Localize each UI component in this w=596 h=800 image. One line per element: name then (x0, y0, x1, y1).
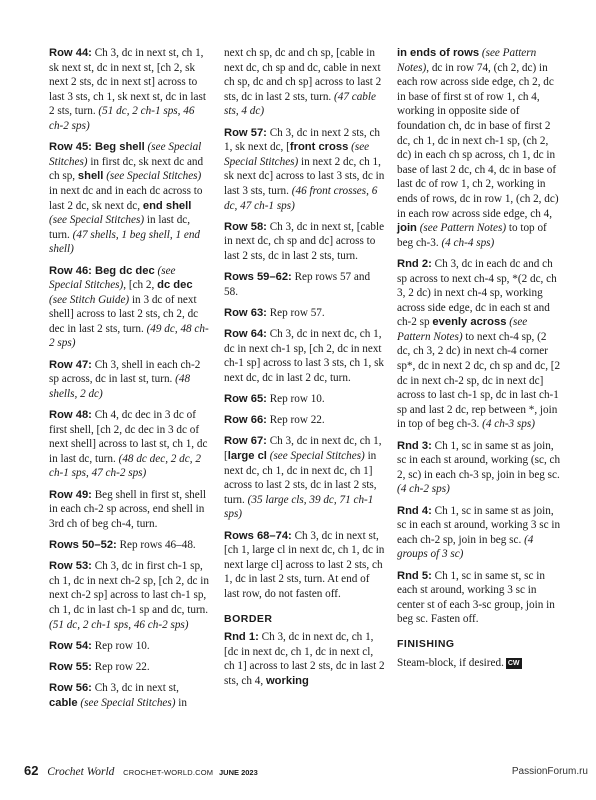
instruction-note: (48 shells, 2 dc) (49, 373, 191, 400)
instruction-label: Row 49: (49, 488, 92, 501)
instruction-note: (48 dc dec, 2 dc, 2 ch-1 sps, 47 ch-2 sps) (49, 452, 201, 480)
instruction-label: Row 54: (49, 639, 92, 652)
instruction-label: Rows 59–62: (224, 271, 292, 284)
pattern-paragraph (49, 264, 209, 352)
instruction-note: (see Special Stitches) (49, 264, 176, 292)
instruction-label: Row 63: (224, 306, 267, 319)
instruction-label: Row 48: (49, 409, 92, 422)
issue-date: JUNE 2023 (219, 768, 258, 777)
instruction-note: (see Pattern Notes) (416, 222, 507, 235)
instruction-text: Ch 4, dc dec in 3 dc of first shell, [ch 2, dc dec in 3 dc of next shell] across to last st, ch 1, dc in last dc, turn. (49, 409, 208, 465)
instruction-label: Row 57: (224, 126, 267, 139)
instruction-text: Ch 3, dc in next dc, ch 1, [ (224, 435, 382, 462)
instruction-label: Row 53: (49, 560, 92, 573)
pattern-paragraph (224, 434, 386, 522)
pattern-paragraph (49, 140, 209, 257)
instruction-note: (4 ch-4 sps) (441, 236, 495, 249)
instruction-note: (see Special Stitches) (77, 696, 176, 709)
instruction-label: Rnd 1: (224, 631, 259, 644)
instruction-text: Ch 3, dc in next st, [ch 1, large cl in next dc, ch 1, dc in next large cl] across to last 2 sts, ch 1, dc in last 2 sts, turn. At end of last row, do not fasten off. (224, 529, 385, 600)
pattern-paragraph (49, 408, 209, 481)
instruction-label: Row 66: (224, 414, 267, 427)
pattern-paragraph (397, 504, 562, 562)
instruction-text: Rep row 22. (266, 414, 325, 427)
pattern-paragraph (49, 538, 209, 553)
pattern-paragraph (224, 630, 386, 688)
pattern-paragraph (397, 569, 562, 627)
column-2 (224, 46, 386, 695)
pattern-paragraph (224, 529, 386, 602)
instruction-note: (4 groups of 3 sc) (397, 533, 534, 561)
pattern-paragraph (224, 126, 386, 214)
instruction-text: Steam-block, if desired. (397, 656, 504, 669)
instruction-label: Row 67: (224, 435, 267, 448)
magazine-title: Crochet World (47, 766, 115, 778)
instruction-text: Ch 3, dc in first ch-1 sp, ch 1, dc in next ch-2 sp, [ch 2, dc in next ch-2 sp] across to last ch-1 sp, ch 1, dc in last ch-1 sp and dc, turn. (49, 560, 210, 616)
instruction-text: Rep row 10. (266, 393, 325, 406)
instruction-text: Ch 3, dc in next st, [cable in next dc, ch sp and dc] across to last 2 sts, dc in last 2 sts, turn. (224, 220, 385, 262)
instruction-label: Row 45: Beg shell (49, 141, 145, 154)
pattern-paragraph (49, 488, 209, 532)
instruction-label: Row 56: (49, 682, 92, 695)
instruction-text: Ch 3, dc in next 2 sts, ch 1, sk next dc, [ (224, 126, 381, 154)
instruction-label: Rnd 5: (397, 569, 432, 582)
page-footer (24, 763, 258, 778)
instruction-label: shell (77, 170, 104, 183)
pattern-paragraph (224, 327, 386, 385)
instruction-text: to next ch-4 sp, (2 dc, ch 3, 2 dc) in next ch-4 corner sp*, dc in next 2 dc, ch sp and dc, [2 dc in next ch-2 sp, dc in next dc] across to last ch-1 sp, dc in last ch-1 sp and last 2 dc, rep between *, join in top of beg ch-3. (397, 330, 561, 431)
instruction-note: (49 dc, 48 ch-2 sps) (49, 322, 209, 350)
instruction-label: Row 64: (224, 328, 267, 341)
pattern-paragraph (49, 559, 209, 632)
instruction-text: Rep row 57. (266, 306, 325, 319)
instruction-text: in (175, 696, 187, 709)
section-heading: BORDER (224, 612, 273, 625)
pattern-paragraph (49, 639, 209, 654)
instruction-text: in next dc, ch 1, dc in next dc, ch 1] across to last 2 sts, dc in last 2 sts, turn. (224, 450, 377, 506)
instruction-text: Ch 3, dc in next dc, ch 1, dc in next ch-1 sp, [ch 2, dc in next ch-1 sp] across to last 3 sts, ch 1, sk next dc, dc in last 2 dc, turn. (224, 328, 385, 384)
instruction-label: Row 55: (49, 660, 92, 673)
instruction-note: (47 cable sts, 4 dc) (224, 90, 376, 118)
instruction-text: in next dc and in each dc across to last 2 dc, sk next dc, (49, 184, 203, 212)
instruction-label: front cross (289, 141, 349, 154)
instruction-text: Rep rows 46–48. (116, 538, 196, 551)
end-mark-icon: CW (507, 659, 520, 667)
instruction-note: (4 ch-2 sps) (397, 483, 450, 496)
instruction-note: (35 large cls, 39 dc, 71 ch-1 sps) (224, 493, 374, 521)
instruction-label: cable (49, 696, 78, 709)
instruction-label: Rows 50–52: (49, 538, 117, 551)
instruction-label: Rnd 3: (397, 439, 432, 452)
pattern-paragraph (224, 392, 386, 407)
pattern-paragraph (224, 270, 386, 299)
instruction-text: Ch 3, shell in each ch-2 sp across, dc in last st, turn. (49, 358, 201, 386)
instruction-label: evenly across (432, 316, 507, 329)
column-1 (49, 46, 209, 717)
instruction-label: Row 58: (224, 220, 267, 233)
section-heading: FINISHING (397, 637, 455, 650)
instruction-text: in last dc, turn. (49, 214, 191, 241)
instruction-text: Ch 3, dc in each dc and ch sp across to next ch-4 sp, *(2 dc, ch 3, 2 dc) in next ch-4 sp, working across side edge, dc in each st and ch-2 sp (397, 257, 557, 329)
instruction-note: (51 dc, 2 ch-1 sps, 46 ch-2 sps) (49, 105, 195, 132)
instruction-note: (47 shells, 1 beg shell, 1 end shell) (49, 228, 201, 256)
instruction-note: (see Special Stitches) (224, 141, 370, 168)
instruction-label: Row 47: (49, 358, 92, 371)
instruction-text: to top of beg ch-3. (397, 222, 547, 249)
instruction-label: Row 65: (224, 393, 267, 406)
instruction-note: (see Special Stitches) (49, 214, 145, 227)
instruction-note: (see Special Stitches) (49, 141, 202, 168)
pattern-paragraph (397, 656, 562, 671)
page-number: 62 (24, 763, 39, 778)
pattern-paragraph (224, 413, 386, 428)
instruction-label: Row 44: (49, 47, 92, 59)
instruction-text: Ch 3, dc in next dc, ch 1, [dc in next dc, ch 1, dc in next cl, ch 1] across to last 2 sts, dc in last 2 sts, ch 4, (224, 631, 385, 687)
pattern-paragraph (49, 358, 209, 402)
instruction-text: in next 2 dc, ch 1, sk next dc] across to last 3 sts, dc in last 3 sts, turn. (224, 155, 385, 197)
instruction-label: working (265, 674, 309, 687)
instruction-text: Ch 1, sc in same st as join, sc in each st around, working (sc, ch 2, sc) in each ch-3 sp, join in beg sc. (397, 439, 561, 481)
pattern-paragraph (49, 660, 209, 675)
instruction-text: Rep row 22. (91, 660, 150, 673)
instruction-note: (46 front crosses, 6 dc, 47 ch-1 sps) (224, 184, 378, 212)
instruction-label: in ends of rows (397, 47, 480, 59)
instruction-text: next ch sp, dc and ch sp, [cable in next dc, ch sp and dc, cable in next ch sp, dc and ch sp] across to last 2 sts, dc in last 2 sts, turn. (224, 47, 382, 103)
pattern-paragraph (224, 46, 386, 119)
pattern-paragraph (49, 46, 209, 134)
pattern-paragraph (224, 220, 386, 264)
instruction-text: Ch 1, sc in same st, sc in each st around, working 3 sc in center st of each 3-sc group, join in beg sc. Fasten off. (397, 569, 555, 626)
instruction-note: (see Special Stitches) (103, 170, 202, 183)
instruction-label: Rnd 4: (397, 504, 432, 517)
instruction-text: in first dc, sk next dc and ch sp, (49, 155, 204, 183)
instruction-text: in 3 dc of next shell] across to last 2 sts, ch 2, dc dec in last 2 sts, turn. (49, 293, 199, 335)
instruction-label: join (397, 222, 417, 235)
instruction-note: (see Pattern Notes) (397, 316, 528, 343)
instruction-label: Row 46: Beg dc dec (49, 264, 155, 277)
instruction-text: , [ch 2, (123, 279, 158, 292)
instruction-note: (see Special Stitches) (266, 450, 365, 462)
instruction-text: Beg shell in first st, shell in each ch-2 sp across, end shell in 3rd ch of beg ch-4, turn. (49, 488, 206, 530)
instruction-note: (51 dc, 2 ch-1 sps, 46 ch-2 sps) (49, 618, 189, 631)
instruction-text: Ch 3, dc in next st, (91, 682, 179, 695)
pattern-paragraph (49, 681, 209, 710)
instruction-text: , dc in row 74, (ch 2, dc) in each row across side edge, ch 2, dc in base of first st of row 1, ch 4, working in opposite side of foundation ch, dc in base of first 2 dc, ch 1, dc in next ch-1 sp, (ch 2, dc) in each ch sp across, ch 1, dc in base of last 2 dc, ch 4, dc in base of last dc of row 1, ch 2, working in ends of rows, dc in row 1, (ch 2, dc) in each row across side edge, ch 4, (397, 61, 559, 220)
instruction-text: Ch 1, sc in same st as join, sc in each st around, working 3 sc in each ch-2 sp, join in beg sc. (397, 504, 561, 546)
instruction-label: Rows 68–74: (224, 529, 292, 542)
instruction-note: (see Stitch Guide) (49, 293, 130, 306)
instruction-label: end shell (142, 199, 192, 212)
instruction-text: Ch 3, dc in next st, ch 1, sk next st, dc in next st, [ch 2, sk next 2 sts, dc in next st] across to last 3 sts, ch 1, sk next st, dc in last 2 sts, turn. (49, 47, 206, 118)
instruction-text: Rep rows 57 and 58. (224, 271, 371, 298)
pattern-paragraph (397, 439, 562, 497)
instruction-note: (see Pattern Notes) (397, 47, 537, 74)
pattern-paragraph (224, 306, 386, 321)
instruction-text: Rep row 10. (91, 639, 150, 652)
pattern-paragraph (397, 46, 562, 250)
column-3 (397, 46, 562, 677)
magazine-website: CROCHET-WORLD.COM (123, 768, 214, 777)
instruction-label: dc dec (157, 279, 193, 292)
watermark: PassionForum.ru (511, 766, 588, 777)
instruction-label: Rnd 2: (397, 257, 432, 270)
instruction-label: large cl (227, 450, 267, 462)
pattern-paragraph (397, 257, 562, 432)
instruction-note: (4 ch-3 sps) (482, 418, 535, 431)
